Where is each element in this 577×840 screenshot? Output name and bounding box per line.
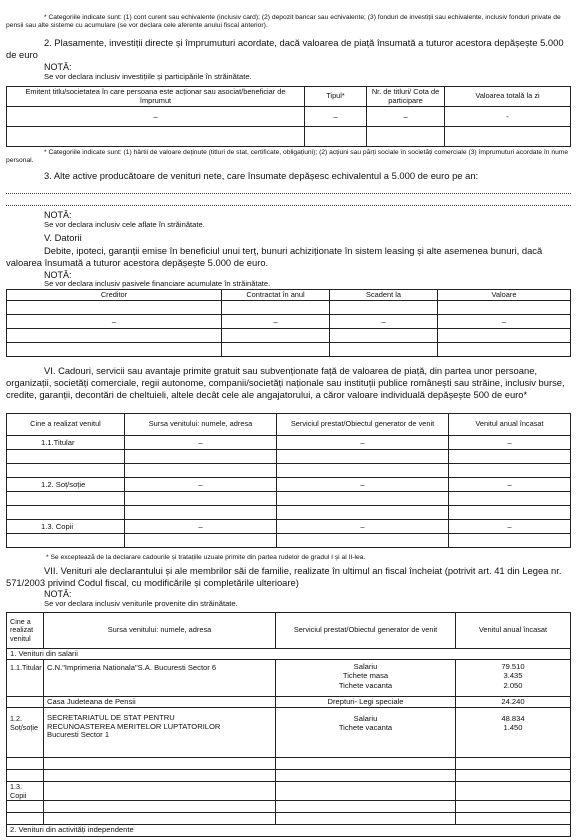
fill-line (6, 182, 571, 194)
section-other-assets: 3. Alte active producătoare de venituri nete, care însumate depășesc echivalentul a 5.000 de euro pe an: NOTĂ: Se vor declara inclusiv cele aflate în străinătate. (6, 170, 571, 229)
section-heading: V. Datorii (44, 232, 82, 243)
table-row (7, 301, 571, 315)
income-table: Cine a realizat venitul Sursa venitului: numele, adresa Serviciul prestat/Obiectul generator de venit Venitul anual încasat 1. Venituri din salarii 1.1.Titular C.N."Imprimeria Nationala"S.A. Bucuresti Sector 6 Salariu Tichete masa Tichete vacanta 79.510 3.435 2.050 Casa Judeteana de Pensii Drepturi- Legi speciale 24.240 1.2. Soț/soție SECRETARIATUL DE STAT PENTRU RECUNOASTEREA MERITELOR LUPTATORILOR Bucuresti Sector 1 Salariu Tichete vacanta 48.834 1.450 1.3. Copii 2. Venituri din activități independente (6, 612, 571, 837)
table-row (7, 329, 571, 343)
nota: NOTĂ: Se vor declara inclusiv investițiile și participările în străinătate. (44, 62, 252, 81)
table-row: – – – - (7, 107, 571, 127)
table-row: – – – – (7, 315, 571, 329)
gifts-table: Cine a realizat venitul Sursa venitului: numele, adresa Serviciul prestat/Obiectul generator de venit Venitul anual încasat 1.1.Titular – – – 1.2. Soț/soție – – – 1.3. Copii – – – (6, 413, 571, 548)
table-row (7, 127, 571, 147)
section-debts: V. Datorii Debite, ipoteci, garanții emise în beneficiul unui terț, bunuri achiziționate în sistem leasing și alte asemenea bunuri, dacă valoarea însumată a tuturor acestora depășește 5.000 de euro. NOTĂ: Se vor declara inclusiv pasivele financiare acumulate în străinătate. (6, 232, 571, 289)
table-row: 1.1.Titular C.N."Imprimeria Nationala"S.A. Bucuresti Sector 6 Salariu Tichete masa Tichete vacanta 79.510 3.435 2.050 (7, 660, 571, 697)
table-row (7, 343, 571, 357)
income-category: 2. Venituri din activități independente (7, 825, 571, 837)
investments-footnote: * Categoriile indicate sunt: (1) cont curent sau echivalente (inclusiv card); (2) depozit bancar sau echivalente; (3) fonduri de investiții sau echivalente, inclusiv fonduri private de pensii sau alte sisteme cu acumulare (se vor declara cele aferente anului fiscal anterior). (6, 14, 561, 30)
income-category: 1. Venituri din salarii (7, 649, 571, 660)
section-gifts: VI. Cadouri, servicii sau avantaje primite gratuit sau subvenționate față de valoarea de piață, din partea unor persoane, organizații, societăți comerciale, regii autonome, companii/societăți naționale sau instituții publice românești sau străine, inclusiv burse, credite, garanții, decontări de cheltuieli, altele decât cele ale angajatorului, a căror valoare individuală depășește 500 de euro* (6, 365, 565, 401)
investments-type-footnote: * Categoriile indicate sunt: (1) hârtii de valoare deținute (titluri de stat, certificate, obligațiuni); (2) acțiuni sau părți sociale în societăți comerciale (3) împrumuturi acordate în nume personal. (6, 149, 569, 165)
table-row: Casa Judeteana de Pensii Drepturi- Legi speciale 24.240 (7, 697, 571, 708)
table-row: 1.2. Soț/soție SECRETARIATUL DE STAT PENTRU RECUNOASTEREA MERITELOR LUPTATORILOR Bucuresti Sector 1 Salariu Tichete vacanta 48.834 1.450 (7, 708, 571, 758)
investments-table: Emitent titlu/societatea în care persoana este acționar sau asociat/beneficiar de împrumut Tipul* Nr. de titluri/ Cota de participare Valoarea totală la zi – – – - (6, 86, 571, 147)
section-title: 2. Plasamente, investiții directe și împrumuturi acordate, dacă valoarea de piață însumată a tuturor acestora depășește 5.000 de euro (6, 37, 564, 61)
fill-line (6, 194, 571, 206)
section-investments (6, 37, 571, 82)
section-income: VII. Venituri ale declarantului și ale membrilor săi de familie, realizate în ultimul an fiscal încheiat (potrivit art. 41 din Legea nr. 571/2003 privind Codul fiscal, cu modificările și completările ulterioare) NOTĂ: Se vor declara inclusiv veniturile provenite din străinătate. (6, 565, 562, 608)
gifts-footnote: * Se exceptează de la declarare cadourile și tratațiile uzuale primite din partea rudelor de gradul I și al II-lea. (46, 554, 366, 561)
debts-table: Creditor Contractat în anul Scadent la Valoare – – – – (6, 289, 571, 357)
